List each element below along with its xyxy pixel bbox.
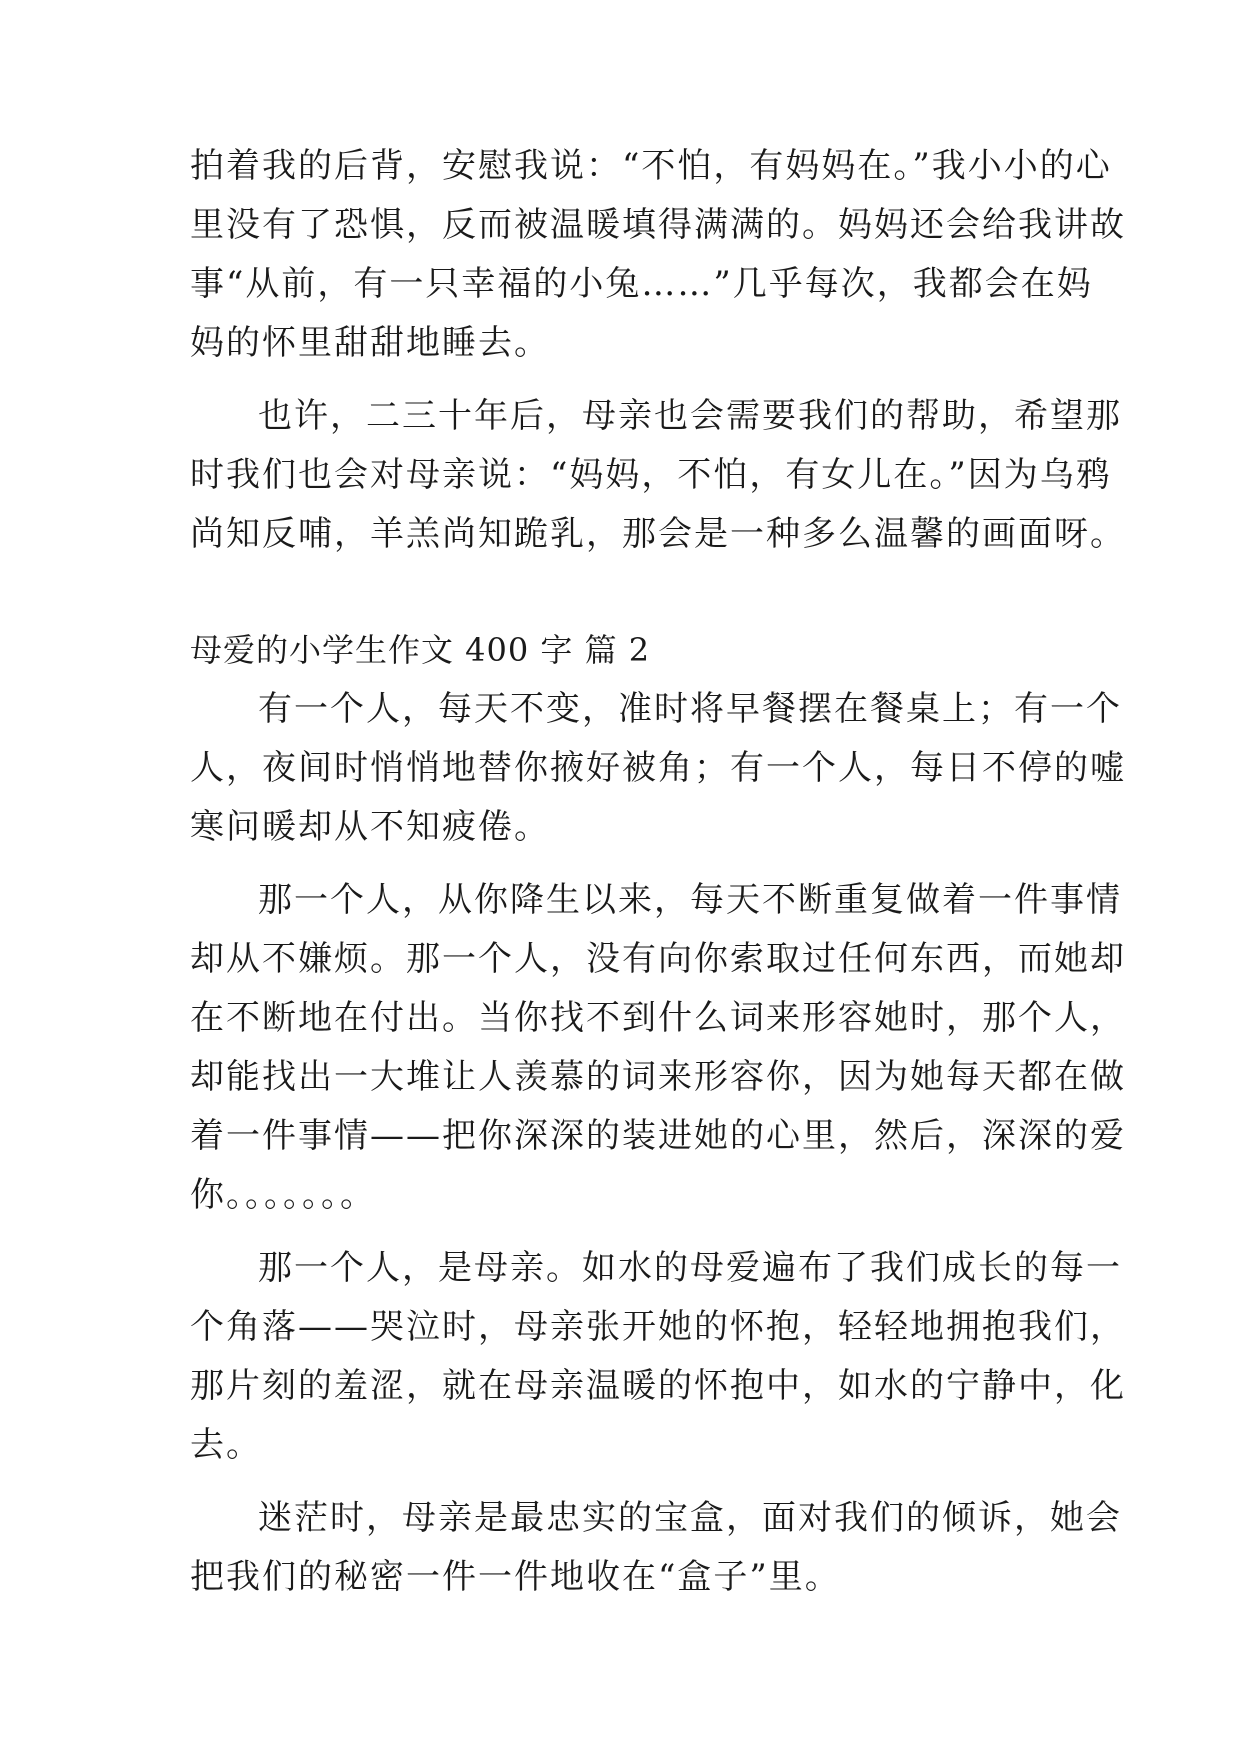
text-line: 着一件事情——把你深深的装进她的心里，然后，深深的爱 — [190, 1116, 1126, 1156]
text-line: 在不断地在付出。当你找不到什么词来形容她时，那个人， — [190, 998, 1126, 1038]
text-line: 把我们的秘密一件一件地收在“盒子”里。 — [190, 1557, 841, 1597]
text-line: 寒问暖却从不知疲倦。 — [190, 807, 550, 847]
text-line: 尚知反哺，羊羔尚知跪乳，那会是一种多么温馨的画面呀。 — [190, 514, 1126, 554]
text-line: 拍着我的后背，安慰我说：“不怕，有妈妈在。”我小小的心 — [190, 146, 1112, 186]
text-line: 妈的怀里甜甜地睡去。 — [190, 323, 550, 363]
text-line: 也许，二三十年后，母亲也会需要我们的帮助，希望那 — [258, 396, 1122, 436]
text-line: 你。。。。。。。 — [190, 1175, 376, 1215]
text-line: 迷茫时，母亲是最忠实的宝盒，面对我们的倾诉，她会 — [258, 1498, 1122, 1538]
text-line: 事“从前，有一只幸福的小兔……”几乎每次，我都会在妈 — [190, 264, 1093, 304]
text-line: 去。 — [190, 1425, 262, 1465]
text-line: 个角落——哭泣时，母亲张开她的怀抱，轻轻地拥抱我们， — [190, 1307, 1126, 1347]
text-line: 那片刻的羞涩，就在母亲温暖的怀抱中，如水的宁静中，化 — [190, 1366, 1126, 1406]
text-line: 那一个人，是母亲。如水的母爱遍布了我们成长的每一 — [258, 1248, 1122, 1288]
text-line: 里没有了恐惧，反而被温暖填得满满的。妈妈还会给我讲故 — [190, 205, 1126, 245]
text-line: 却从不嫌烦。那一个人，没有向你索取过任何东西，而她却 — [190, 939, 1126, 979]
text-line: 那一个人，从你降生以来，每天不断重复做着一件事情 — [258, 880, 1122, 920]
text-line: 人，夜间时悄悄地替你掖好被角；有一个人，每日不停的嘘 — [190, 748, 1126, 788]
text-line: 有一个人，每天不变，准时将早餐摆在餐桌上；有一个 — [258, 689, 1122, 729]
text-line: 却能找出一大堆让人羡慕的词来形容你，因为她每天都在做 — [190, 1057, 1126, 1097]
section-heading: 母爱的小学生作文 400 字 篇 2 — [190, 631, 651, 669]
text-line: 时我们也会对母亲说：“妈妈，不怕，有女儿在。”因为乌鸦 — [190, 455, 1112, 495]
